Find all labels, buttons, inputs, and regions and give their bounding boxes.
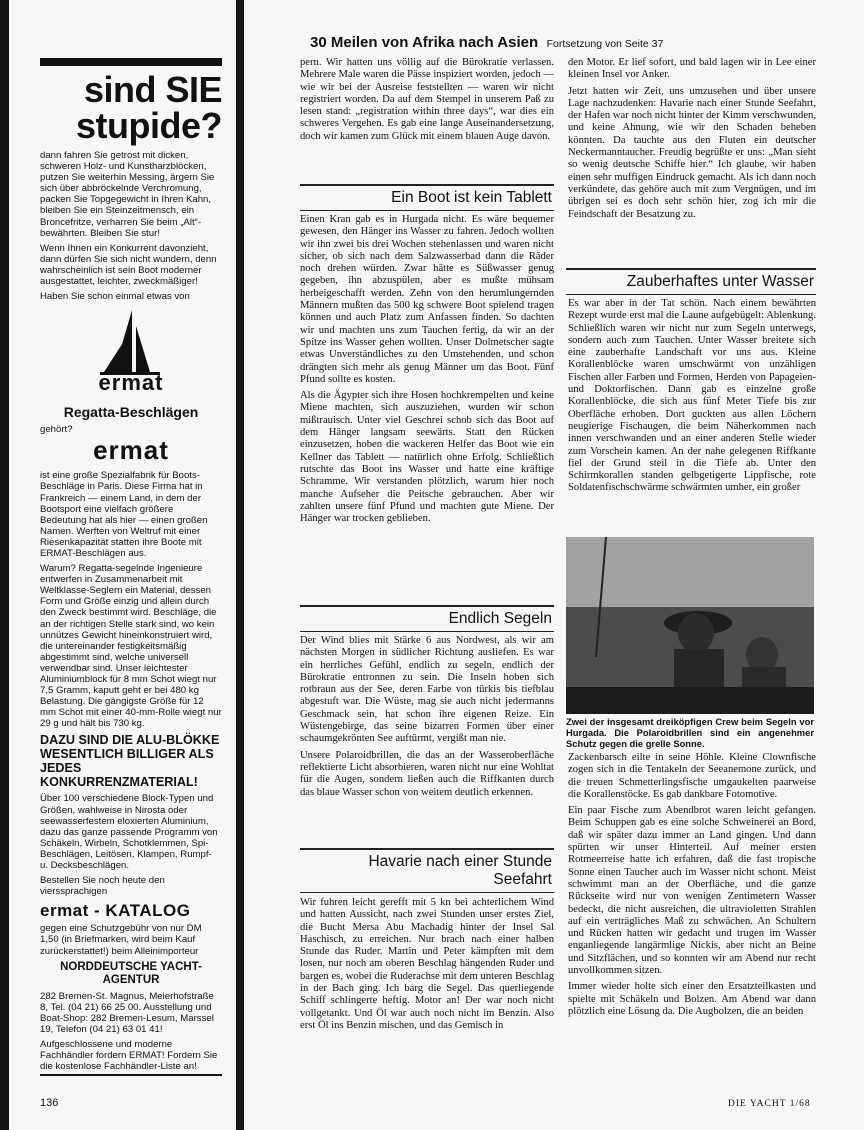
ad-paragraph: Wenn Ihnen ein Konkurrent davonzieht, dann dürfen Sie sich nicht wundern, denn wahrscheinlich ist sein Boot moderner ausgestattet, leichter, zweckmäßiger! [40,242,217,288]
subheading-text: Ein Boot ist kein Tablett [391,189,552,206]
page-number: 136 [40,1097,59,1109]
article-header [310,34,663,52]
paragraph: Jetzt hatten wir Zeit, uns umzusehen und über unsere Lage nachzudenken: Havarie nach einer Stunde Seefahrt, der Hafen war noch nicht hinter der Kimm verschwunden, und keine Ahnung, wie wir den Schaden beheben könnten. Da tauchte aus den Fluten ein deutscher Neckermanntaucher. Freudig begrüßte er uns: „Man sieht so wenig deutsche Schiffe hier.“ Ich glaube, wir haben einen sehr muffigen Eindruck gemacht. Als ich dann noch verkündete, das gehöre auch mit zum Vergnügen, und im übrigen sei es doch sehr schön hier, zog ich mir die Feindschaft der Besatzung zu. [568,85,816,220]
col3-bottom [568,752,816,1022]
section-segeln [300,635,554,803]
subheading-text: Seefahrt [493,871,552,888]
ermat-sail-logo [40,306,222,398]
ad-gehoert: gehört? [40,424,73,436]
gutter-bar [236,0,244,1130]
ad-address: 282 Bremen-St. Magnus, Meierhofstraße 8, Tel. (04 21) 66 25 00. Ausstellung und Boat-Shop: 282 Bremen-Lesum, Marssel 19, Telefon (04 21) 63 01 41! [40,990,214,1035]
ad-headline-1: sind SIE [83,69,222,110]
section-havarie [300,897,554,1036]
left-edge-bar [0,0,9,1130]
ad-importer-name: NORDDEUTSCHE YACHT-AGENTUR [60,960,202,986]
paragraph: Als die Ägypter sich ihre Hosen hochkrempelten und keine Miene machten, sich auszuziehen, wurden wir schon mißtrauisch. Unter viel Geschrei schob sich das Boot auf dem Hänger langsam seewärts. Statt den Rücken einzusetzen, hoben die wackeren Helfer das Boot wie ein Kellner das Tablett — natürlich ohne Erfolg. Schließlich rutschte das Boot ins Wasser und hatte eine kräftige Schramme. Wir verstanden plötzlich, warum hier noch manche Aufseher die Peitsche gebrauchen. Aber wir zahlten unsere fünf Pfund und machten gute Miene. Der Hänger war trocken geblieben. [300,390,554,525]
col3-top [568,57,816,225]
ad-headline-2: stupide? [76,105,222,146]
ad-intro: dann fahren Sie getrost mit dicken, schweren Holz- und Kunstharzblöcken, putzen Sie weiterhin Messing, ärgern Sie sich über abbröckelnde Verchromung, packen Sie Topgegewicht in Ihren Kahn, bleiben Sie ein Steinzeitmensch, ein Broncefritze, verharren Sie beim „Alt“-bewährten. Bleiben Sie stur! [40,150,215,239]
magazine-issue: DIE YACHT 1/68 [728,1099,811,1109]
paragraph: pern. Wir hatten uns völlig auf die Bürokratie verlassen. Mehrere Male waren die Pässe inspiziert worden, jedoch — wie wir bei der Ausreise feststellten — waren wir nicht registriert worden. Da auf dem Stempel in unserem Paß zu lesen stand: „registration within three days“, war dies ein schweres Vergehen. Es gab eine lange Auseinandersetzung, doch wir kamen zum Glück mit einem blauen Auge davon. [300,57,554,142]
col2-intro [300,57,554,147]
paragraph: Immer wieder holte sich einer den Ersatzteilkasten und spielte mit Schäkeln und Bolzen. Am Abend war dann plötzlich eine Lösung da. Die Augbolzen, die an beiden [568,981,816,1017]
ad-paragraph: Haben Sie schon einmal etwas von [40,291,190,303]
section-zauberhaftes [568,298,816,499]
ad-paragraph: Bestellen Sie noch heute den vierssprachigen [40,875,165,898]
paragraph: Ein paar Fische zum Abendbrot waren leicht gefangen. Beim Schuppen gab es eine solche Schweinerei an Bord, daß wir später dazu immer an Land gingen. Und dann spürten wir unser Hinterteil. Auf meiner ersten Rotmeerreise hatte ich erfahren, daß die fast tropische Sonne einen Taucher auch im Wasser nicht schont. Meist schwimmt man an der Oberfläche, und die ganze Rückseite wird nur von wenigen Zentimetern Wasser bedeckt, die nicht ausreichen, die ultravioletten Strahlen auf ein verträgliches Maß zu schwächen. An Schultern und Rücken hatten wir gedacht und trugen im Wasser enganliegende langärmlige Nickis, aber nicht an Beine und Sitzflächen, und so konnten wir am Abend nur recht unvollkommen sitzen. [568,805,816,977]
ad-dealer-note: Aufgeschlossene und moderne Fachhändler fordern ERMAT! Fordern Sie die kostenlose Fachhändler-Liste an! [40,1039,222,1076]
subheading-text: Havarie nach einer Stunde [368,853,552,870]
ad-paragraph: gegen eine Schutzgebühr von nur DM 1,50 (in Briefmarken, wird beim Kauf zurückerstattet!) beim Alleinimporteur [40,923,202,957]
paragraph: Wir fuhren leicht gerefft mit 5 kn bei achterlichem Wind und hatten Aussicht, nach zwei Stunden unser erstes Ziel, die Bucht Mersa Abu Machadig hinter der Insel Sal Haschisch, zu erreichen. Nur brach nach einer halben Stunde das Ruder. Martin und Peter kämpften mit dem losen, nur noch am oberen Beschlag hängenden Ruder und bargen es, wobei die Ruderachse mit dem unteren Beschlag in der Bach ging. Ich barg die Segel. Das querliegende Schiff schlingerte heftig. Motor an! Der war noch nicht vollgetankt. Und Öl war auch noch nicht im Benzin. Also erst Öl ins Benzin mischen, und das Gemisch in [300,897,554,1031]
subheading-text: Endlich Segeln [448,610,552,627]
article-title: 30 Meilen von Afrika nach Asien [310,34,539,51]
ad-paragraph: Warum? Regatta-segelnde Ingenieure entwerfen in Zusammenarbeit mit Weltklasse-Seglern ein Material, dessen Form und Größe einzig und allein durch den Zweck bestimmt wird. Beschläge, die an der richtigen Stelle stark sind, wo kein unnützes Gewicht hineinkonstruiert wird, die untereinander festigkeitsmäßig abgestimmt sind, welche universell verwendbar sind. Unser leichtester Aluminiumblock für 8 mm Schot wiegt nur 7,5 Gramm, kaputt geht er bei 480 kg Belastung. Die gängigste Größe für 12 mm Schot mit einer 40-mm-Rolle wiegt nur 29 g und hält bis 730 kg. [40,563,222,730]
subheading-havarie [300,848,554,893]
paragraph: Einen Kran gab es in Hurgada nicht. Es wäre bequemer gewesen, den Hänger ins Wasser zu fahren. Jedoch wollten wir ihn zwei bis drei Wochen stehenlassen und waren nicht sicher, ob sich nach dem Salzwasserbad dann die Räder noch drehen würden. Zwar hätte es Süßwasser genug gegeben, ihn abzuspülen, aber es mußte mühsam herbeigeschafft werden. Zehn von den herumlungernden Männern mußten das 500 kg schwere Boot spielend tragen können und auch Platz zum Anfassen finden. So dachten wir und machten uns zum Tauchen fertig, da wir an der Spitze ins Wasser gehen wollten. Unser Dolmetscher sagte etwas Unverständliches zu den Umstehenden, und schon drängten sich mehr als genug Männer um das Boot. Fünf Pfund sollte es kosten. [300,214,554,385]
subheading-segeln [300,605,554,632]
paragraph: Zackenbarsch eilte in seine Höhle. Kleine Clownfische zogen sich in die Tentakeln der Seeanemone zurück, und die treuen Schmetterlingsfische umgaukelten paarweise die Korallenstöcke. Es gab dankbare Fotomotive. [568,752,816,800]
ermat-logo-text: ermat [98,370,164,396]
continuation-note: Fortsetzung von Seite 37 [546,38,664,50]
paragraph: Unsere Polaroidbrillen, die das an der Wasseroberfläche reflektierte Licht absorbieren, waren nicht nur eine Wohltat für die Augen, sondern ließen auch die Riffkanten durch das blaue Wasser schon von weitem deutlich erkennen. [300,749,554,798]
section-boot [300,214,554,529]
ermat-advertisement [40,58,222,1080]
ad-paragraph: Über 100 verschiedene Block-Typen und Größen, wahlweise in Nirosta oder seewasserfestem eloxierten Aluminium, dazu das ganze passende Programm von Schäkeln, Wirbeln, Schotklemmen, Spi-Beschlägen, Leitösen, Klampen, Rumpf- u. Decksbeschlägen. [40,793,218,872]
ad-top-bar [40,58,222,66]
ad-paragraph: ist eine große Spezialfabrik für Boots-Beschläge in Paris. Diese Firma hat in Frankreich — einem Land, in dem der Bootsport eine vielfach größere Bedeutung hat als hier — einen großen Namen. Werften von Weltruf mit einer Riesenkapazität statten ihre Boote mit ERMAT-Beschlägen aus. [40,470,208,559]
subheading-zauberhaftes [566,268,816,295]
ad-regatta-heading: Regatta-Beschlägen [63,404,199,421]
subheading-text: Zauberhaftes unter Wasser [626,273,814,290]
crew-photo [566,537,814,714]
photo-caption: Zwei der insgesamt dreiköpfigen Crew beim Segeln vor Hurgada. Die Polaroidbrillen sind ein angenehmer Schutz gegen die grelle Sonne. [566,716,814,749]
ad-price-claim: DAZU SIND DIE ALU-BLÖKKE WESENTLICH BILLIGER ALS JEDES KONKURRENZMATERIAL! [40,733,220,790]
ad-brand-name: ermat [93,435,169,466]
paragraph: den Motor. Er lief sofort, und bald lagen wir in Lee einer kleinen Insel vor Anker. [568,57,816,81]
subheading-boot [300,184,554,211]
paragraph: Der Wind blies mit Stärke 6 aus Nordwest, als wir am nächsten Morgen in südlicher Richtung ausliefen. Es war ein herrliches Gefühl, endlich zu segeln, endlich der Bürokratie entronnen zu sein. Die Inseln hoben sich rotbraun aus der See, deren Farbe von türkis bis tiefblau abgestuft war. Die Wüste, mag sie auch nicht jedermanns Geschmack sein, hat schon ihre eigenen Reize. Ein Wüstengebirge, das seine bizarren Formen über einer schaumgekrönten See auftürmt, vergißt man nie. [300,635,554,745]
sailing-crew-image [566,537,814,714]
paragraph: Es war aber in der Tat schön. Nach einem bewährten Rezept wurde erst mal die Laune aufgebügelt: Ablenkung. Schließlich waren wir nicht nur zum Segeln unterwegs, sondern auch zum Tauchen. Unter Wasser breitete sich eine zauberhafte Landschaft vor uns aus. Kleine Korallenblöcke waren umschwärmt von unzähligen Fischen aller Farben und Formen, Herden von Papageien- und Doktorfischen. Dann gab es einzelne große Korallenblöcke, die sich aus fünf Meter Tiefe bis zur Oberfläche erhoben. Dort guckten aus allen Löchern neugierige Fischaugen, die beim Näherkommen nach innen verschwanden und an einer anderen Stelle wieder zum Vorschein kamen. An der nahe gelegenen Riffkante fiel der Grund steil in die Tiefe ab. Unter den Schirmkorallen standen gelbgetigerte Lippfische, rote Soldatenfischschwärme schwärmten umher, ein großer [568,298,816,494]
ad-catalog-title: ermat - KATALOG [40,901,191,921]
